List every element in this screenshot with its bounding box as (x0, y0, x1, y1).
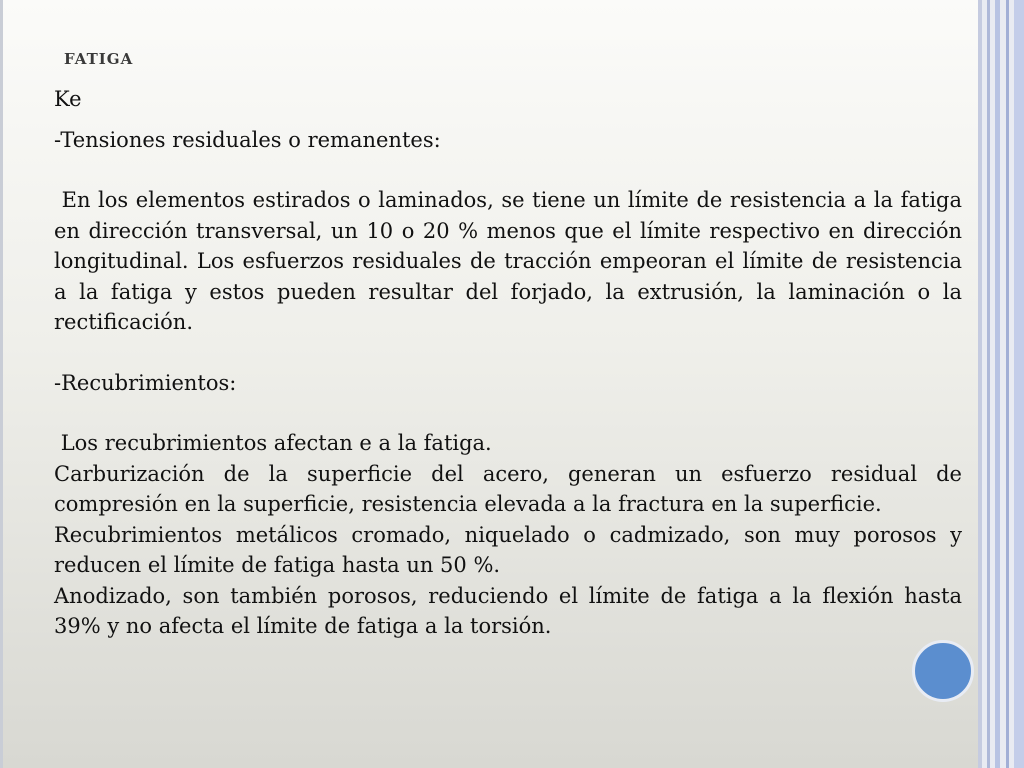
decorative-bar (1006, 0, 1009, 768)
heading-ke: Ke (54, 87, 82, 111)
decorative-bar (987, 0, 990, 768)
paragraph-recubrimientos-intro: Los recubrimientos afectan e a la fatiga. (54, 431, 492, 455)
paragraph-tensiones: En los elementos estirados o laminados, se tiene un límite de resistencia a la fatiga en dirección transversal, un 10 o 20 % menos que el límite respectivo en dirección longitudinal. Los esfuerzos residuales de tracción empeoran el límite de resistencia a la fatiga y estos pueden resultar del forjado, la extrusión, la laminación o la rectificación. (54, 188, 969, 334)
decorative-bar (1014, 0, 1024, 768)
section-title-tensiones: -Tensiones residuales o remanentes: (54, 127, 441, 152)
paragraph-anodizado: Anodizado, son también porosos, reduciendo el límite de fatiga a la flexión hasta 39% y no afecta el límite de fatiga a la torsión. (54, 583, 962, 638)
right-decorative-bars (978, 0, 1024, 768)
decorative-circle (912, 640, 974, 702)
decorative-bar (995, 0, 1000, 768)
left-edge-stripe (0, 0, 3, 768)
decorative-bar (978, 0, 982, 768)
slide-content (54, 84, 969, 642)
section-title-recubrimientos: -Recubrimientos: (54, 370, 237, 395)
paragraph-carburizacion: Carburización de la superficie del acero, generan un esfuerzo residual de compresión en la superficie, resistencia elevada a la fractura en la superficie. (54, 461, 962, 516)
paragraph-recubrimientos-metalicos: Recubrimientos metálicos cromado, niquelado o cadmizado, son muy porosos y reducen el límite de fatiga hasta un 50 %. (54, 522, 962, 577)
slide-title: FATIGA (64, 50, 134, 68)
